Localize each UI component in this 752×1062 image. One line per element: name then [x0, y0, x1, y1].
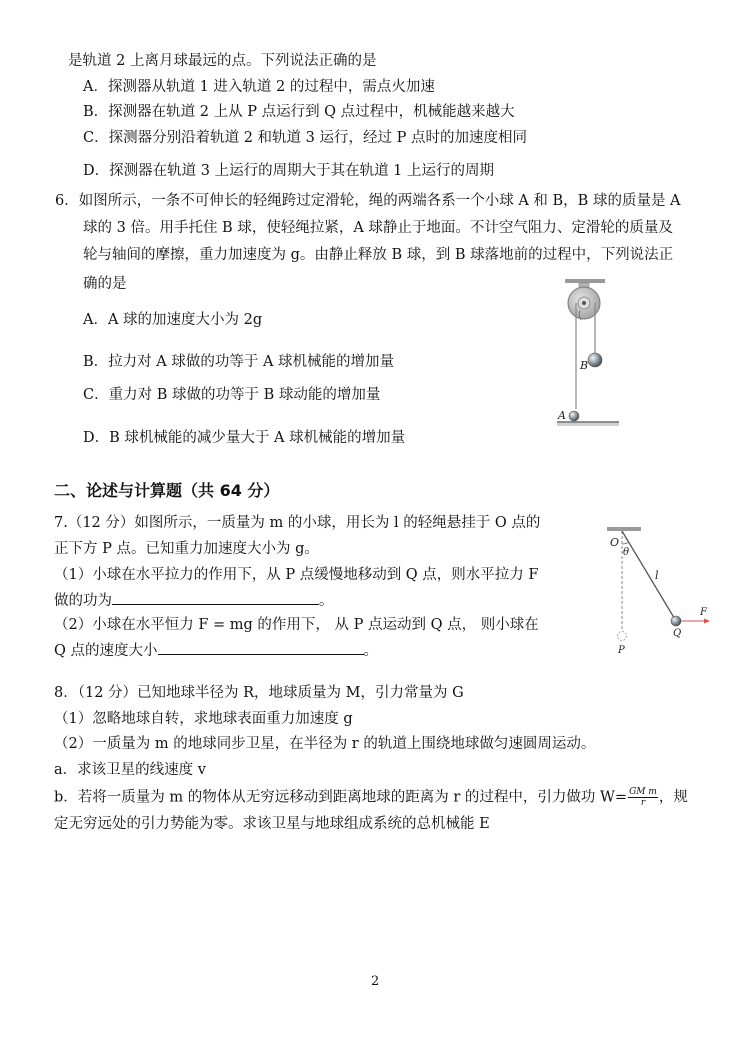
q7-stem-line-2: 正下方 P 点。已知重力加速度大小为 g。 — [54, 541, 319, 557]
q7-stem-line-1: 7.（12 分）如图所示，一质量为 m 的小球，用长为 l 的轻绳悬挂于 O 点的 — [54, 515, 541, 531]
ball-b-label: B — [580, 359, 589, 372]
q8-part-2: （2）一质量为 m 的地球同步卫星，在半径为 r 的轨道上围绕地球做匀速圆周运动。 — [54, 736, 596, 752]
force-f-label: F — [700, 607, 707, 618]
q8-part-2b-tail: ，规 — [658, 789, 688, 806]
q7-part-2-line-1: （2）小球在水平恒力 F = mg 的作用下， 从 P 点运动到 Q 点， 则小球在 — [54, 617, 539, 633]
q5-option-a: A．探测器从轨道 1 进入轨道 2 的过程中，需点火加速 — [83, 79, 435, 95]
ball-a-label: A — [558, 409, 566, 422]
q5-option-d: D．探测器在轨道 3 上运行的周期大于其在轨道 1 上运行的周期 — [83, 163, 495, 179]
q6-stem-line-1: 6．如图所示，一条不可伸长的轻绳跨过定滑轮，绳的两端各系一个小球 A 和 B，B 球的质量是 A — [55, 193, 681, 209]
formula-denominator: r — [640, 798, 646, 808]
q5-option-b: B．探测器在轨道 2 上从 P 点运行到 Q 点过程中，机械能越来越大 — [83, 104, 515, 120]
q6-stem-line-2: 球的 3 倍。用手托住 B 球，使轻绳拉紧，A 球静止于地面。不计空气阻力、定滑轮的质量及 — [83, 220, 673, 236]
pulley-figure — [545, 276, 635, 430]
q6-option-c: C．重力对 B 球做的功等于 B 球动能的增加量 — [83, 387, 381, 403]
q6-option-d: D．B 球机械能的减少量大于 A 球机械能的增加量 — [83, 430, 406, 446]
point-o-label: O — [610, 536, 620, 549]
q7-part-2-end: 。 — [363, 643, 378, 659]
q6-stem-line-4: 确的是 — [83, 276, 127, 292]
length-l-label: l — [655, 569, 659, 582]
q5-option-c: C．探测器分别沿着轨道 2 和轨道 3 运行，经过 P 点时的加速度相同 — [83, 130, 527, 146]
q6-option-b: B．拉力对 A 球做的功等于 A 球机械能的增加量 — [83, 354, 395, 370]
q8-stem-line-1: 8．（12 分）已知地球半径为 R，地球质量为 M，引力常量为 G — [54, 685, 464, 701]
ball-a — [569, 411, 579, 421]
q6-option-a: A．A 球的加速度大小为 2g — [83, 312, 263, 328]
q8-part-2b-line-1 — [54, 787, 688, 808]
point-q-label: Q — [673, 628, 682, 639]
q7-answer-blank-1 — [112, 590, 319, 605]
ball-q — [671, 616, 681, 626]
point-p-label: P — [618, 645, 625, 656]
q5-intro-text: 是轨道 2 上离月球最远的点。下列说法正确的是 — [68, 53, 377, 69]
q8-part-1: （1）忽略地球自转，求地球表面重力加速度 g — [54, 711, 353, 727]
q7-answer-blank-2 — [158, 640, 364, 655]
q7-part-1-end: 。 — [319, 593, 334, 609]
theta-label: θ — [623, 547, 630, 558]
q7-part-2-text: Q 点的速度大小 — [54, 643, 158, 659]
section-heading: 二、论述与计算题（共 64 分） — [54, 481, 280, 500]
q6-stem-line-3: 轮与轴间的摩擦，重力加速度为 g。由静止释放 B 球，到 B 球落地前的过程中，下列说法正 — [83, 247, 674, 263]
work-formula — [628, 787, 658, 808]
pendulum-figure — [600, 524, 716, 658]
q7-part-1-text: 做的功为 — [54, 593, 112, 609]
q7-part-1-line-1: （1）小球在水平拉力的作用下，从 P 点缓慢地移动到 Q 点，则水平拉力 F — [54, 567, 539, 583]
q8-part-2a: a．求该卫星的线速度 v — [54, 762, 206, 778]
page-number: 2 — [371, 974, 380, 989]
ball-p-dashed — [618, 632, 627, 641]
q7-part-1-line-2 — [54, 590, 334, 611]
q8-part-2b-text: b．若将一质量为 m 的物体从无穷远移动到距离地球的距离为 r 的过程中，引力做功 W= — [54, 789, 628, 806]
q7-part-2-line-2 — [54, 640, 378, 661]
ball-b — [588, 353, 602, 367]
formula-numerator: GM m — [629, 787, 657, 797]
q8-part-2b-line-2: 定无穷远处的引力势能为零。求该卫星与地球组成系统的总机械能 E — [54, 816, 490, 832]
